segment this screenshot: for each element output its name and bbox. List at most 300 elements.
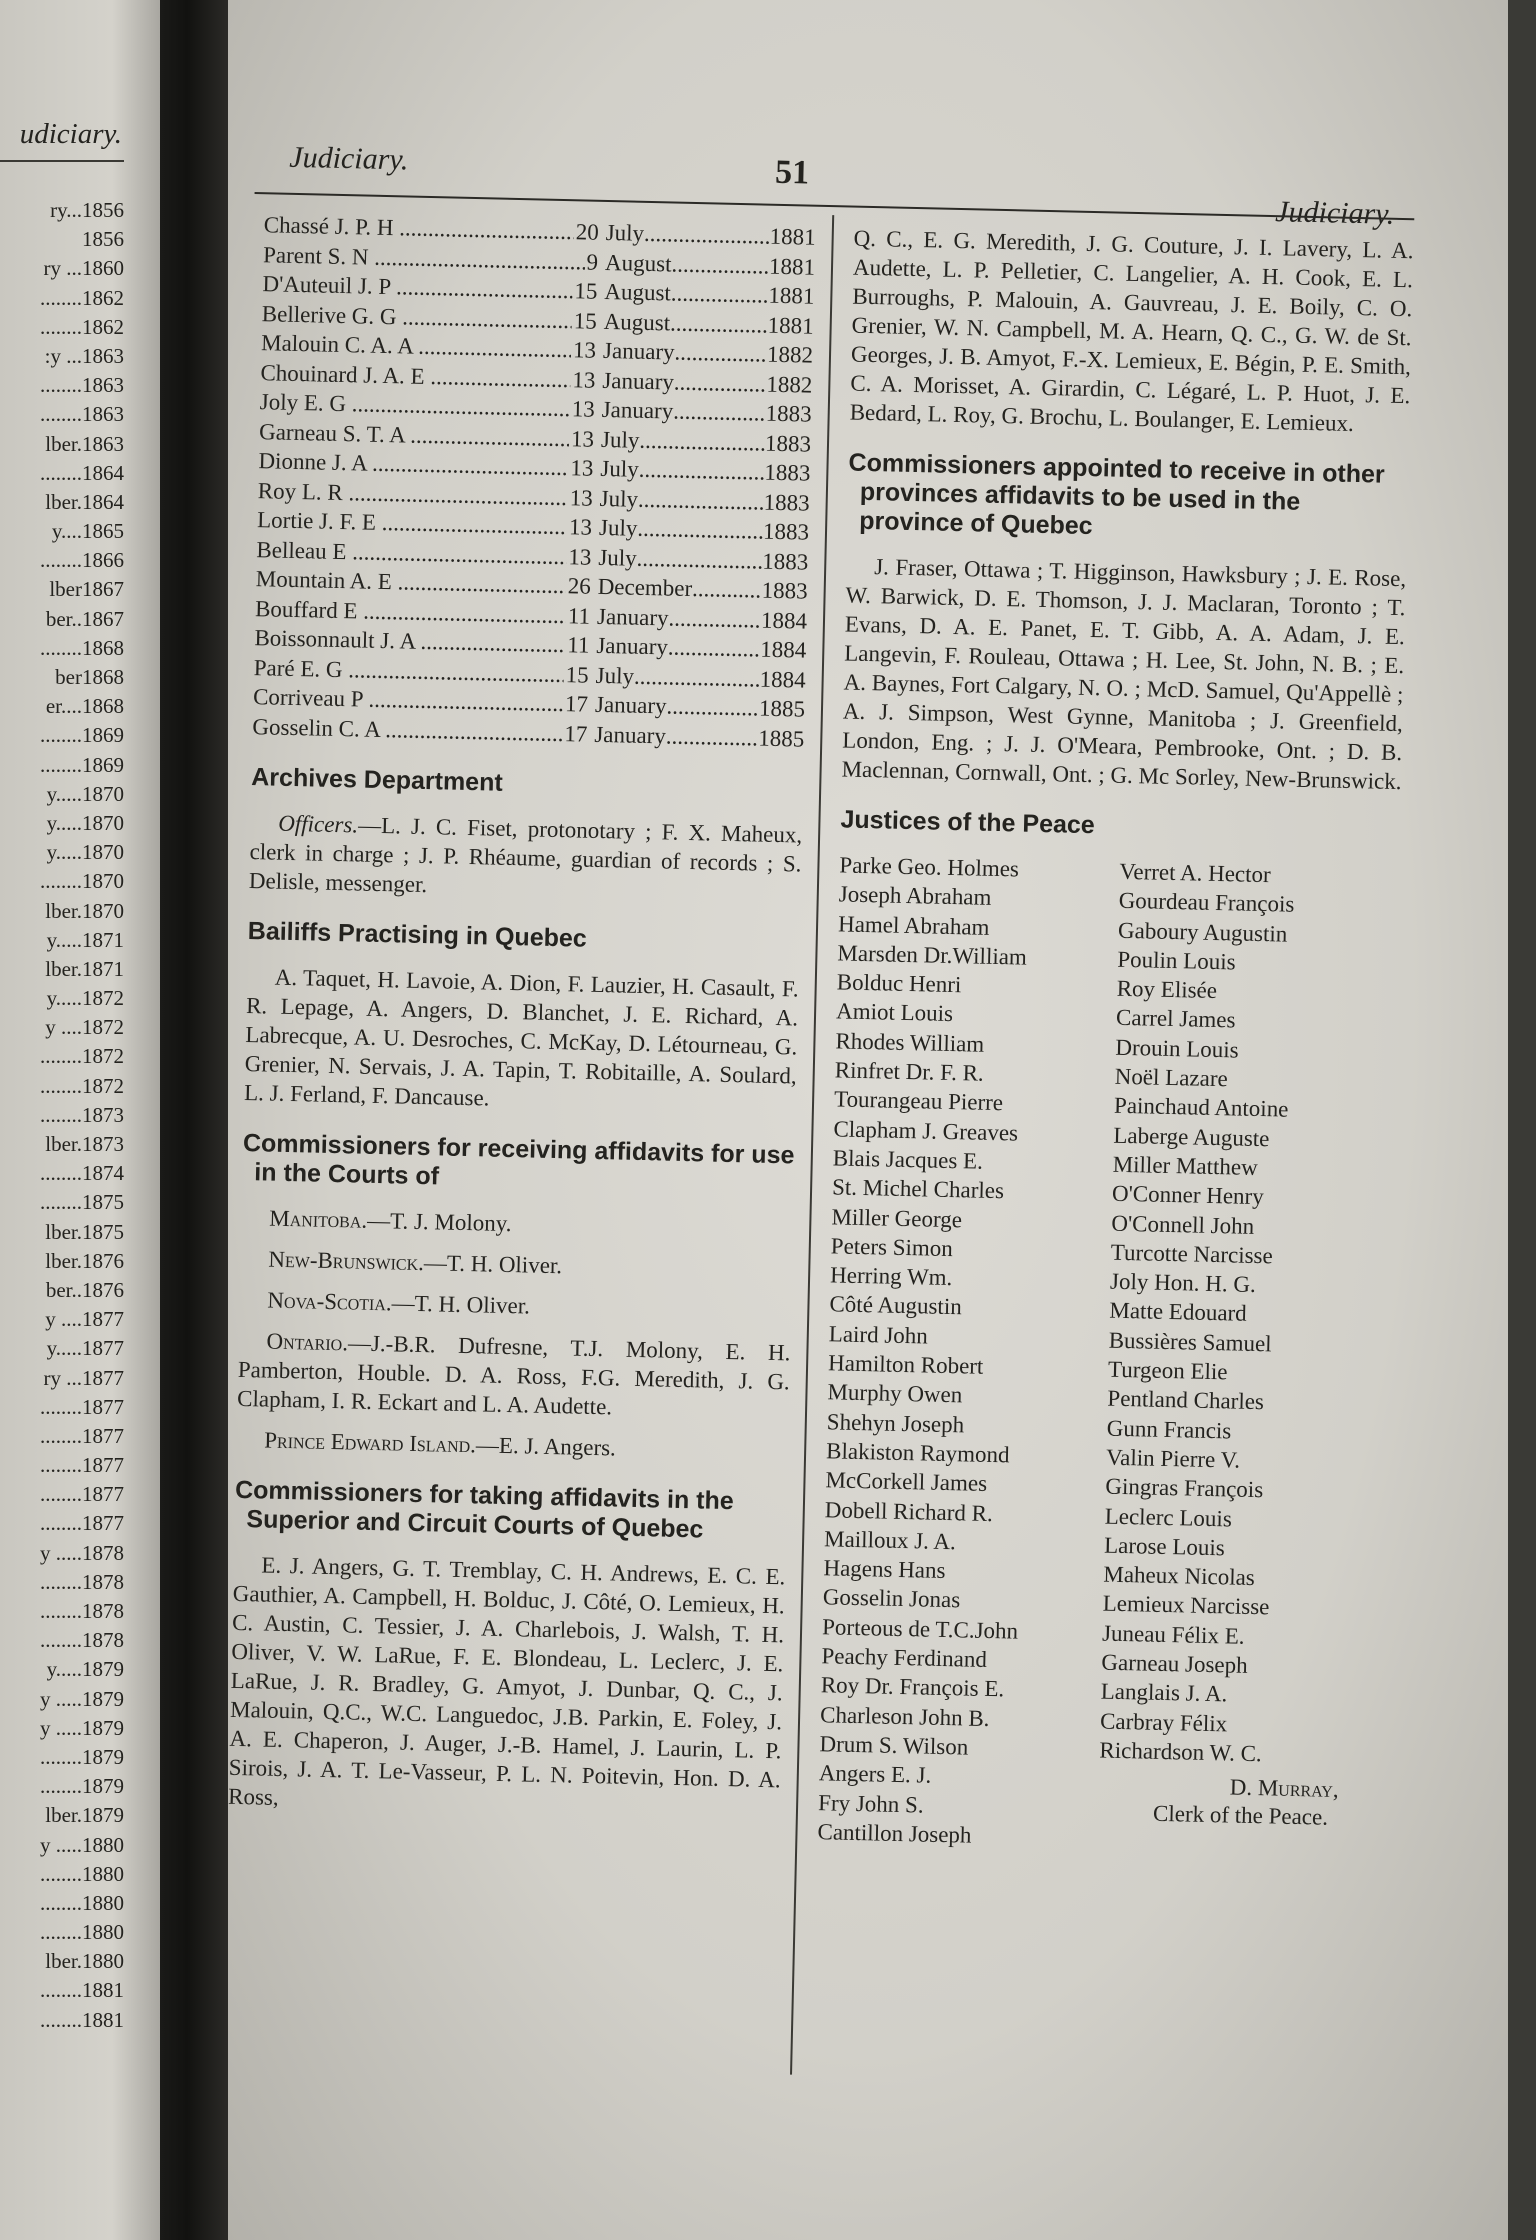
facing-page-entry-year: 1862: [82, 314, 124, 339]
judge-name: Joly E. G .....: [259, 387, 570, 424]
justice-name: Miller Matthew: [1112, 1151, 1259, 1180]
facing-page-entry: [0, 984, 124, 1013]
facing-page-entry: [0, 634, 124, 663]
facing-page-entry-name: lber.: [45, 1219, 82, 1244]
facing-page-entry: [0, 1626, 124, 1655]
justice-name: Gunn Francis: [1106, 1415, 1232, 1444]
justice-name: Gourdeau François: [1118, 888, 1295, 918]
book-page: [228, 0, 1508, 2240]
facing-page-entry: [0, 663, 124, 692]
justice-name: Poulin Louis: [1117, 946, 1236, 975]
judge-name: Paré E. G .....: [253, 653, 564, 690]
province-entry-nova-scotia: [239, 1285, 792, 1327]
facing-page-entry: [0, 1976, 124, 2005]
facing-page-entry: [0, 1422, 124, 1451]
commissioners-courts-heading: Commissioners for receiving affidavits for use in the Courts of: [242, 1128, 795, 1191]
justice-name: Roy Elisée: [1116, 975, 1218, 1004]
leader-dots: [668, 603, 761, 635]
justice-name: Valin Pierre V.: [1105, 1444, 1241, 1473]
appointment-month: August: [604, 278, 672, 306]
right-column: [817, 224, 1414, 1859]
facing-page-entry: [0, 371, 124, 400]
justices-column-2-names: [1099, 857, 1400, 1771]
facing-page-entry: [0, 692, 124, 721]
facing-page-entry: [0, 1889, 124, 1918]
appointment-date: [596, 631, 807, 665]
facing-page-entry-name: lber.: [45, 1803, 82, 1828]
facing-page-year-list: [0, 196, 124, 2035]
justice-name: O'Connell John: [1111, 1210, 1255, 1239]
facing-page-entry: [0, 1801, 124, 1830]
justice-name: Parke Geo. Holmes: [839, 852, 1020, 882]
facing-page-entry: [0, 2006, 124, 2035]
facing-page-entry-name: ry...: [50, 198, 82, 222]
facing-page-entry-name: lber.: [45, 956, 82, 981]
appointment-day: 15: [573, 307, 598, 334]
justice-name: Miller George: [831, 1203, 963, 1232]
facing-page-entry-year: 1877: [82, 1365, 124, 1390]
facing-page-entry-year: 1872: [82, 1073, 124, 1098]
facing-page-entry-name: ........: [40, 460, 82, 485]
facing-page-entry-name: y .....: [40, 1686, 82, 1711]
facing-page-entry-year: 1868: [82, 665, 124, 689]
facing-page-entry-name: ........: [40, 285, 82, 310]
judge-name: Boissonnault J. A .....: [254, 623, 565, 660]
facing-page-entry: [0, 459, 124, 488]
justices-column-2: [1097, 857, 1400, 1859]
justice-name: Matte Edouard: [1109, 1298, 1248, 1327]
justices-column-1: [817, 850, 1120, 1852]
facing-page-entry-year: 1863: [82, 431, 124, 456]
facing-page-header: udiciary.: [19, 118, 122, 150]
judge-name: D'Auteuil J. P .....: [262, 269, 573, 306]
facing-page-entry: [0, 254, 124, 283]
province-name: Manitoba.: [269, 1205, 368, 1233]
province-name: New-Brunswick.: [268, 1246, 425, 1276]
facing-page-entry: [0, 430, 124, 459]
appointment-month: January: [594, 691, 667, 719]
facing-page-entry: [0, 838, 124, 867]
facing-page-entry: [0, 1743, 124, 1772]
justice-name: Laberge Auguste: [1113, 1122, 1270, 1151]
facing-page-entry: [0, 1305, 124, 1334]
appointment-day: 11: [567, 602, 591, 629]
appointment-year: 1881: [768, 282, 815, 309]
facing-page-entry-year: 1870: [82, 781, 124, 806]
appointment-day: 13: [572, 366, 596, 393]
facing-page-entry-name: lber.: [45, 1132, 82, 1156]
facing-page-entry-year: 1875: [82, 1219, 124, 1244]
facing-page-entry-name: y.....: [46, 986, 82, 1011]
appointment-year: 1883: [761, 577, 808, 604]
appointment-day: 13: [572, 337, 597, 363]
appointment-month: July: [600, 426, 640, 453]
facing-page-entry-year: 1869: [82, 752, 124, 777]
justice-name: Joseph Abraham: [838, 881, 992, 911]
facing-page-entry: [0, 809, 124, 838]
appointment-month: January: [602, 367, 675, 395]
facing-page-entry-year: 1863: [82, 373, 124, 398]
appointment-year: 1881: [767, 312, 814, 339]
facing-page-entry: [0, 488, 124, 517]
facing-page-entry-year: 1879: [82, 1803, 124, 1828]
appointment-day: 13: [568, 514, 593, 540]
appointment-year: 1883: [763, 489, 810, 516]
facing-page-entry: [0, 1101, 124, 1130]
appointment-date: [601, 424, 812, 458]
appointment-month: January: [596, 632, 669, 660]
commissioners-superior-paragraph: E. J. Angers, G. T. Tremblay, C. H. Andrews, E. C. E. Gauthier, A. Campbell, H. Bolduc, J. Côté, O. Lemieux, H. C. Austin, C. Tessier, J. A. Charlebois, J. Walsh, T. H. Oliver, V. W. LaRue, F. E. Blondeau, L. Leclerc, J. E. LaRue, J. R. Bradley, G. Amyot, J. Dunbar, Q. C., J. Malouin, Q.C., W.C. Languedoc, J.B. Parkin, E. Foley, J. A. E. Chaperon, J. Auger, J.-B. Hamel, J. Laurin, L. P. Sirois, J. A. T. Le-Vasseur, P. L. N. Poitevin, Hon. D. A. Ross,: [228, 1552, 786, 1810]
justice-name: Côté Augustin: [829, 1291, 963, 1320]
facing-page-entry-name: ........: [40, 752, 82, 777]
appointment-year: 1883: [762, 518, 810, 545]
appointment-day: 13: [571, 396, 596, 422]
facing-page-entry: [0, 1831, 124, 1860]
facing-page-entry: [0, 546, 124, 575]
facing-page-entry-year: 1874: [82, 1161, 124, 1186]
justice-name: Pentland Charles: [1107, 1385, 1265, 1415]
facing-page-rule: [0, 160, 124, 162]
facing-page: [0, 0, 160, 2240]
facing-page-entry-year: 1880: [82, 1832, 124, 1857]
province-entry-pei: [236, 1425, 789, 1467]
leader-dots: [674, 367, 767, 399]
facing-page-entry-year: 1869: [82, 723, 124, 748]
facing-page-entry-year: 1863: [82, 402, 124, 427]
facing-page-entry: [0, 867, 124, 896]
appointment-month: July: [599, 485, 639, 512]
facing-page-entry: [0, 1334, 124, 1363]
facing-page-entry-name: ........: [40, 1073, 82, 1098]
leader-dots: [666, 721, 759, 753]
facing-page-entry-name: ........: [40, 1744, 82, 1769]
appointment-month: July: [605, 219, 645, 246]
facing-page-entry-year: 1873: [82, 1132, 124, 1156]
facing-page-entry-year: 1867: [82, 577, 124, 602]
justice-name: Blais Jacques E.: [832, 1145, 984, 1174]
leader-dots: [644, 219, 770, 251]
facing-page-entry-year: 1878: [82, 1599, 124, 1623]
facing-page-entry-year: 1871: [82, 927, 124, 952]
justice-name: Gingras François: [1105, 1473, 1264, 1503]
justice-name: McCorkell James: [825, 1467, 988, 1497]
facing-page-entry-name: ........: [40, 1511, 82, 1536]
facing-page-entry-year: 1862: [82, 285, 124, 310]
facing-page-entry-name: lber.: [45, 489, 82, 514]
appointment-month: August: [603, 308, 671, 335]
facing-page-entry-year: 1877: [82, 1453, 124, 1478]
facing-page-entry: [0, 605, 124, 634]
facing-page-entry-name: ........: [40, 1102, 82, 1127]
justice-name: Rhodes William: [835, 1028, 985, 1057]
appointment-date: [602, 365, 813, 399]
justice-name: Peters Simon: [830, 1233, 954, 1261]
justice-name: Joly Hon. H. G.: [1109, 1268, 1257, 1298]
facing-page-entry-year: 1877: [82, 1307, 124, 1332]
facing-page-entry-name: ber..: [45, 1277, 82, 1302]
facing-page-entry-year: 1881: [82, 2007, 124, 2032]
facing-page-entry-year: 1879: [82, 1657, 124, 1682]
facing-page-entry: [0, 1188, 124, 1217]
appointment-day: 13: [568, 543, 592, 570]
appointment-year: 1881: [769, 223, 816, 250]
appointment-day: 13: [570, 455, 594, 481]
facing-page-entry-name: y .....: [40, 1540, 82, 1565]
facing-page-entry: [0, 751, 124, 780]
appointment-year: 1884: [760, 636, 807, 663]
signature-block: [1098, 1771, 1379, 1833]
facing-page-entry-name: ........: [40, 314, 82, 339]
facing-page-entry: [0, 1597, 124, 1626]
facing-page-entry-name: ry ...: [43, 1365, 82, 1390]
archives-officers-label: Officers.: [277, 810, 359, 838]
appointment-day: 20: [575, 219, 600, 245]
facing-page-entry-year: 1878: [82, 1569, 124, 1594]
judge-name: Lortie J. F. E .....: [257, 505, 568, 542]
appointment-date: [597, 601, 808, 635]
archives-officers-text: —L. J. C. Fiset, protonotary ; F. X. Maheux, clerk in charge ; J. P. Rhéaume, guardian of records ; S. Delisle, messenger.: [248, 812, 803, 898]
facing-page-entry: [0, 1247, 124, 1276]
appointment-year: 1883: [764, 430, 812, 457]
facing-page-entry-year: 1879: [82, 1715, 124, 1740]
commissioners-superior-continuation: Q. C., E. G. Meredith, J. G. Couture, J. I. Lavery, L. A. Audette, L. P. Pelletier, C. Langelier, A. H. Cook, E. L. Burroughs, P. Malouin, A. Gauvreau, J. E. Boily, C. O. Grenier, W. N. Campbell, M. A. Hearn, Q. C., G. W. de St. Georges, J. B. Amyot, F.-X. Lemieux, E. Bégin, P. E. Smith, C. A. Morisset, A. Girardin, C. Légaré, L. P. Huot, J. E. Bedard, L. Roy, G. Brochu, L. Boulanger, E. Lemieux.: [849, 225, 1414, 436]
facing-page-entry-name: y ....: [45, 1015, 82, 1040]
appointment-year: 1885: [758, 725, 805, 752]
appointment-date: [601, 395, 812, 429]
appointment-date: [603, 336, 814, 370]
page-content: [228, 130, 1416, 2240]
appointment-date: [595, 690, 806, 724]
facing-page-entry-name: lber: [49, 577, 82, 602]
facing-page-entry-name: ........: [40, 548, 82, 573]
facing-page-entry-year: 1864: [82, 489, 124, 514]
leader-dots: [636, 543, 762, 575]
facing-page-entry-year: 1868: [82, 635, 124, 660]
appointment-year: 1883: [764, 459, 811, 486]
province-entry-new-brunswick: [240, 1244, 793, 1286]
appointment-day: 15: [574, 278, 598, 304]
judge-name: Belleau E .....: [256, 535, 567, 572]
left-column: [228, 210, 816, 1835]
facing-page-entry-year: 1877: [82, 1423, 124, 1448]
appointment-month: January: [594, 721, 667, 748]
facing-page-entry: [0, 400, 124, 429]
justice-name: Garneau Joseph: [1101, 1649, 1248, 1678]
facing-page-entry-name: ........: [40, 1453, 82, 1478]
appointment-date: [605, 247, 816, 281]
appointment-day: 13: [570, 425, 595, 452]
archives-heading: Archives Department: [251, 763, 504, 797]
facing-page-entry: [0, 1509, 124, 1538]
justice-name: Carbray Félix: [1099, 1708, 1228, 1737]
appointment-date: [600, 454, 811, 488]
appointment-month: August: [604, 249, 672, 276]
province-commissioner-names: —T. J. Molony.: [366, 1207, 512, 1237]
justice-name: Peachy Ferdinand: [821, 1643, 988, 1672]
province-entry-ontario: [237, 1326, 791, 1426]
facing-page-entry-name: :y ...: [44, 343, 82, 368]
facing-page-entry: [0, 196, 124, 225]
facing-page-entry-year: 1870: [82, 810, 124, 835]
leader-dots: [670, 308, 768, 340]
facing-page-entry-year: 1879: [82, 1686, 124, 1711]
facing-page-entry-year: 1877: [82, 1511, 124, 1536]
facing-page-entry-name: ........: [40, 402, 82, 427]
facing-page-entry-year: 1866: [82, 548, 124, 573]
justice-name: Amiot Louis: [835, 998, 954, 1027]
province-commissioner-names: —T. H. Oliver.: [391, 1290, 531, 1319]
facing-page-entry: [0, 1393, 124, 1422]
judge-name: Parent S. N .....: [263, 240, 585, 277]
justice-name: Hagens Hans: [823, 1555, 946, 1584]
facing-page-entry: [0, 1918, 124, 1947]
appointment-day: 15: [565, 661, 590, 688]
justice-name: Gosselin Jonas: [822, 1584, 961, 1613]
justice-name: Laird John: [828, 1321, 929, 1349]
facing-page-entry: [0, 1013, 124, 1042]
facing-page-entry: [0, 517, 124, 546]
justice-name: Juneau Félix E.: [1101, 1620, 1245, 1649]
facing-page-entry-year: 1880: [82, 1949, 124, 1974]
facing-page-entry-name: ........: [40, 1774, 82, 1799]
justice-name: Lemieux Narcisse: [1102, 1591, 1270, 1620]
appointment-year: 1883: [762, 548, 809, 575]
facing-page-entry-year: 1872: [82, 1015, 124, 1040]
appointment-day: 17: [564, 720, 588, 747]
facing-page-entry-name: ........: [40, 723, 82, 748]
leader-dots: [639, 425, 765, 457]
appointment-date: [603, 306, 814, 340]
appointment-month: July: [598, 514, 638, 541]
justice-name: Noël Lazare: [1114, 1063, 1229, 1092]
facing-page-entry-name: y.....: [46, 810, 82, 835]
province-name: Ontario.: [266, 1328, 349, 1356]
facing-page-entry-name: ........: [40, 1890, 82, 1915]
appointment-date: [597, 572, 808, 606]
justice-name: Bussières Samuel: [1108, 1327, 1272, 1357]
facing-page-entry-year: 1872: [82, 1044, 124, 1069]
facing-page-entry-name: ........: [40, 1978, 82, 2003]
justice-name: Blakiston Raymond: [825, 1438, 1010, 1468]
leader-dots: [671, 278, 769, 310]
facing-page-entry: [0, 313, 124, 342]
facing-page-entry-year: 1870: [82, 898, 124, 923]
appointment-year: 1885: [758, 695, 806, 722]
facing-page-entry: [0, 1685, 124, 1714]
facing-page-entry: [0, 926, 124, 955]
appointment-day: 17: [564, 691, 589, 717]
appointment-date: [604, 277, 815, 311]
justice-name: St. Michel Charles: [831, 1174, 1005, 1204]
facing-page-entry-name: ........: [40, 1394, 82, 1419]
justice-name: Painchaud Antoine: [1113, 1093, 1289, 1123]
facing-page-entry-name: ber: [55, 665, 82, 689]
appointment-date: [605, 218, 816, 252]
bailiffs-paragraph: A. Taquet, H. Lavoie, A. Dion, F. Lauzier, H. Casault, F. R. Lepage, A. Angers, D. Blanchet, J. E. Richard, A. Labrecque, A. U. Desroches, C. McKay, D. Létourneau, G. Grenier, N. Servais, J. A. Tapin, T. Robitaille, A. Soulard, L. J. Ferland, F. Dancause.: [243, 964, 799, 1111]
justice-name: Shehyn Joseph: [826, 1408, 965, 1438]
signature-name: D. Murray,: [1229, 1774, 1339, 1803]
appointment-day: 13: [569, 484, 594, 511]
facing-page-entry-year: 1870: [82, 869, 124, 894]
facing-page-entry: [0, 1218, 124, 1247]
judge-name: Bellerive G. G .....: [262, 299, 573, 336]
facing-page-entry-year: 1876: [82, 1277, 124, 1302]
leader-dots: [692, 574, 762, 605]
facing-page-entry-year: 1864: [82, 460, 124, 485]
leader-dots: [634, 661, 760, 693]
appointment-date: [594, 719, 805, 753]
leader-dots: [671, 249, 769, 281]
facing-page-entry: [0, 1451, 124, 1480]
commissioners-superior-heading: Commissioners for taking affidavits in the Superior and Circuit Courts of Quebec: [234, 1475, 735, 1544]
justice-name: Verret A. Hector: [1119, 858, 1272, 888]
facing-page-entry: [0, 721, 124, 750]
facing-page-entry-name: y.....: [46, 1657, 82, 1682]
leader-dots: [638, 484, 764, 516]
province-commissioner-names: —J.-B.R. Dufresne, T.J. Molony, E. H. Pamberton, Houble. D. A. Ross, F.G. Meredith, J. G. Clapham, I. R. Eckart and L. A. Audette.: [236, 1330, 791, 1420]
running-head-left: Judiciary.: [289, 140, 409, 177]
facing-page-entry: [0, 955, 124, 984]
facing-page-entry-name: y .....: [40, 1832, 82, 1857]
justice-name: Herring Wm.: [829, 1262, 953, 1291]
appointment-date: [599, 483, 810, 517]
judge-name: Corriveau P .....: [253, 682, 564, 719]
leader-dots: [668, 632, 761, 664]
judge-name: Chouinard J. A. E .....: [260, 358, 571, 395]
appointment-day: 9: [586, 249, 599, 275]
justice-name: Cantillon Joseph: [817, 1818, 972, 1848]
facing-page-entry-year: 1879: [82, 1744, 124, 1769]
appointment-date: [598, 542, 809, 576]
justice-name: Mailloux J. A.: [823, 1526, 957, 1555]
facing-page-entry-year: 1863: [82, 343, 124, 368]
facing-page-entry-year: 1879: [82, 1774, 124, 1799]
justice-name: Dobell Richard R.: [824, 1496, 994, 1526]
facing-page-entry: [0, 1042, 124, 1071]
facing-page-entry-year: 1878: [82, 1628, 124, 1653]
appointment-year: 1884: [759, 666, 806, 693]
facing-page-entry-year: 1860: [82, 256, 124, 281]
justice-name: Larose Louis: [1103, 1532, 1226, 1561]
justice-name: Turgeon Elie: [1107, 1356, 1228, 1385]
facing-page-entry: [0, 897, 124, 926]
facing-page-entry-year: 1878: [82, 1540, 124, 1565]
justice-name: Leclerc Louis: [1104, 1503, 1233, 1532]
facing-page-entry: [0, 1276, 124, 1305]
appointment-day: 26: [567, 573, 592, 599]
justice-name: Fry John S.: [817, 1789, 924, 1818]
justice-name: Bolduc Henri: [836, 969, 962, 998]
facing-page-entry-year: 1856: [82, 227, 124, 252]
facing-page-entry-year: 1877: [82, 1336, 124, 1361]
facing-page-entry: [0, 1714, 124, 1743]
justice-name: Tourangeau Pierre: [833, 1086, 1004, 1116]
justice-name: Hamel Abraham: [837, 911, 990, 940]
facing-page-entry-year: 1868: [82, 694, 124, 719]
justice-name: Charleson John B.: [819, 1701, 990, 1731]
justice-name: Turcotte Narcisse: [1110, 1239, 1274, 1269]
facing-page-entry: [0, 225, 124, 254]
judges-list: [252, 210, 816, 753]
bailiffs-heading: Bailiffs Practising in Quebec: [247, 917, 588, 953]
appointment-year: 1883: [765, 400, 812, 427]
leader-dots: [673, 397, 766, 429]
facing-page-entry: [0, 1364, 124, 1393]
facing-page-entry-name: lber.: [45, 1949, 82, 1974]
facing-page-entry: [0, 342, 124, 371]
facing-page-entry-year: 1867: [82, 606, 124, 631]
facing-page-entry: [0, 780, 124, 809]
